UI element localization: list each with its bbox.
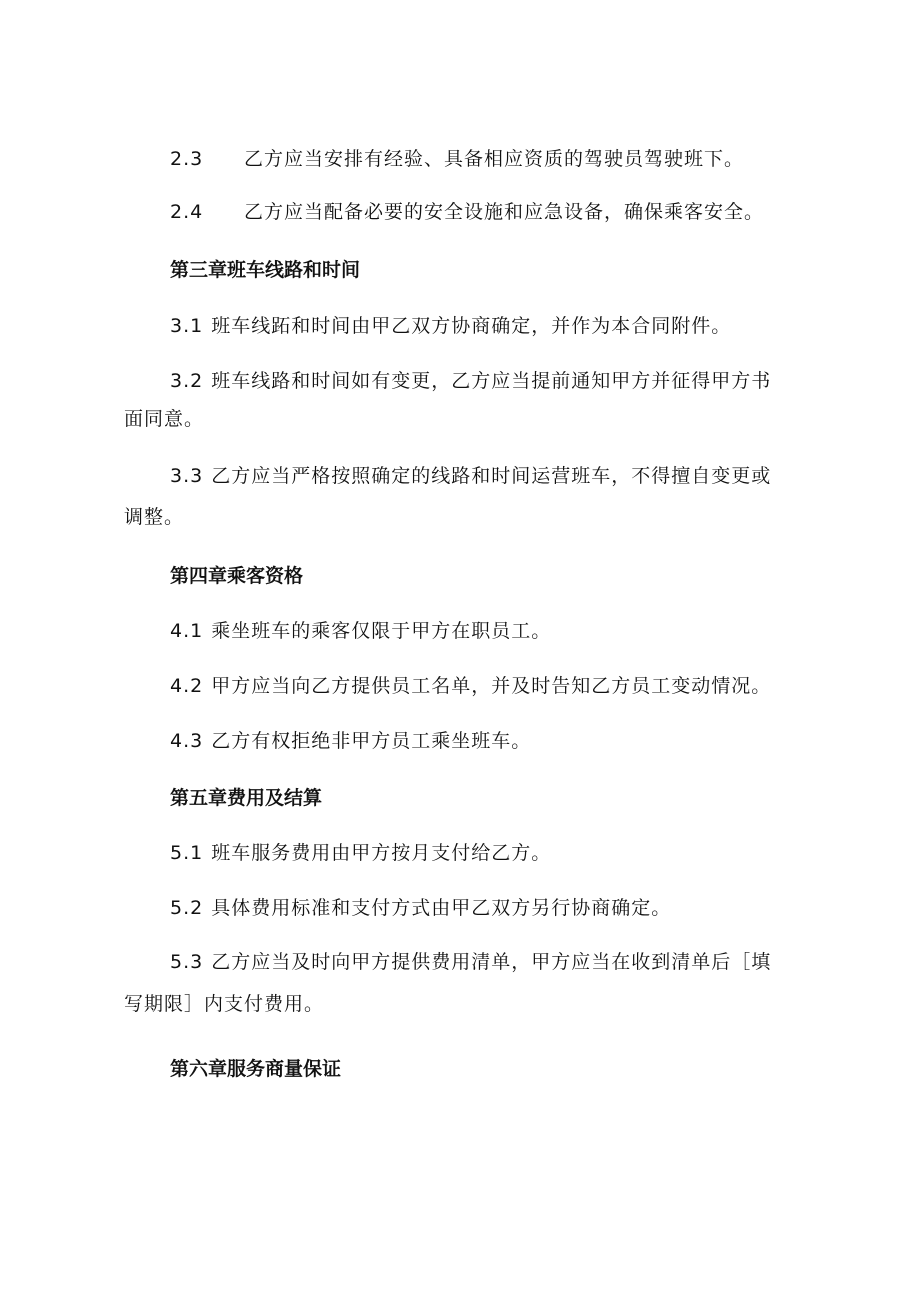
chapter-4-heading: 第四章乘客资格 xyxy=(170,565,304,587)
clause-number: 3.2 xyxy=(170,370,204,392)
clause-5-1 xyxy=(170,839,551,867)
clause-number: 5.1 xyxy=(170,842,204,864)
clause-text: 乙方应当配备必要的安全设施和应急设备，确保乘客安全。 xyxy=(244,201,765,223)
clause-number: 2.4 xyxy=(170,201,204,223)
clause-3-3-continued: 调整。 xyxy=(124,506,185,528)
clause-4-1 xyxy=(170,617,551,645)
clause-text: 班车线路和时间如有变更，乙方应当提前通知甲方并征得甲方书 xyxy=(211,370,772,392)
clause-text: 具体费用标准和支付方式由甲乙双方另行协商确定。 xyxy=(211,897,672,919)
clause-3-1 xyxy=(170,312,731,340)
clause-number: 3.3 xyxy=(170,465,204,487)
clause-text: 乙方应当及时向甲方提供费用清单，甲方应当在收到清单后［填 xyxy=(211,951,772,973)
clause-text: 乙方应当严格按照确定的线路和时间运营班车，不得擅自变更或 xyxy=(211,465,772,487)
clause-number: 4.1 xyxy=(170,620,204,642)
clause-2-4 xyxy=(170,198,764,226)
clause-number: 5.3 xyxy=(170,951,204,973)
clause-text: 班车服务费用由甲方按月支付给乙方。 xyxy=(211,842,552,864)
clause-4-3 xyxy=(170,727,531,755)
clause-text: 班车线跖和时间由甲乙双方协商确定，并作为本合同附件。 xyxy=(211,315,732,337)
chapter-3-heading: 第三章班车线路和时间 xyxy=(170,259,361,281)
clause-number: 3.1 xyxy=(170,315,204,337)
clause-3-2 xyxy=(170,367,771,395)
clause-number: 2.3 xyxy=(170,148,204,170)
clause-5-3-continued: 写期限］内支付费用。 xyxy=(124,993,325,1015)
clause-3-3 xyxy=(170,462,771,490)
clause-4-2 xyxy=(170,672,771,700)
clause-text: 乙方有权拒绝非甲方员工乘坐班车。 xyxy=(211,730,532,752)
clause-5-2 xyxy=(170,894,671,922)
clause-number: 5.2 xyxy=(170,897,204,919)
clause-text: 乙方应当安排有经验、具备相应资质的驾驶员驾驶班下。 xyxy=(244,148,745,170)
clause-number: 4.2 xyxy=(170,675,204,697)
clause-3-2-continued: 面同意。 xyxy=(124,408,205,430)
clause-text: 乘坐班车的乘客仅限于甲方在职员工。 xyxy=(211,620,552,642)
clause-2-3 xyxy=(170,145,744,173)
chapter-6-heading: 第六章服务商量保证 xyxy=(170,1058,342,1080)
clause-text: 甲方应当向乙方提供员工名单，并及时告知乙方员工变动情况。 xyxy=(211,675,772,697)
clause-5-3 xyxy=(170,948,771,976)
clause-number: 4.3 xyxy=(170,730,204,752)
chapter-5-heading: 第五章费用及结算 xyxy=(170,787,323,809)
